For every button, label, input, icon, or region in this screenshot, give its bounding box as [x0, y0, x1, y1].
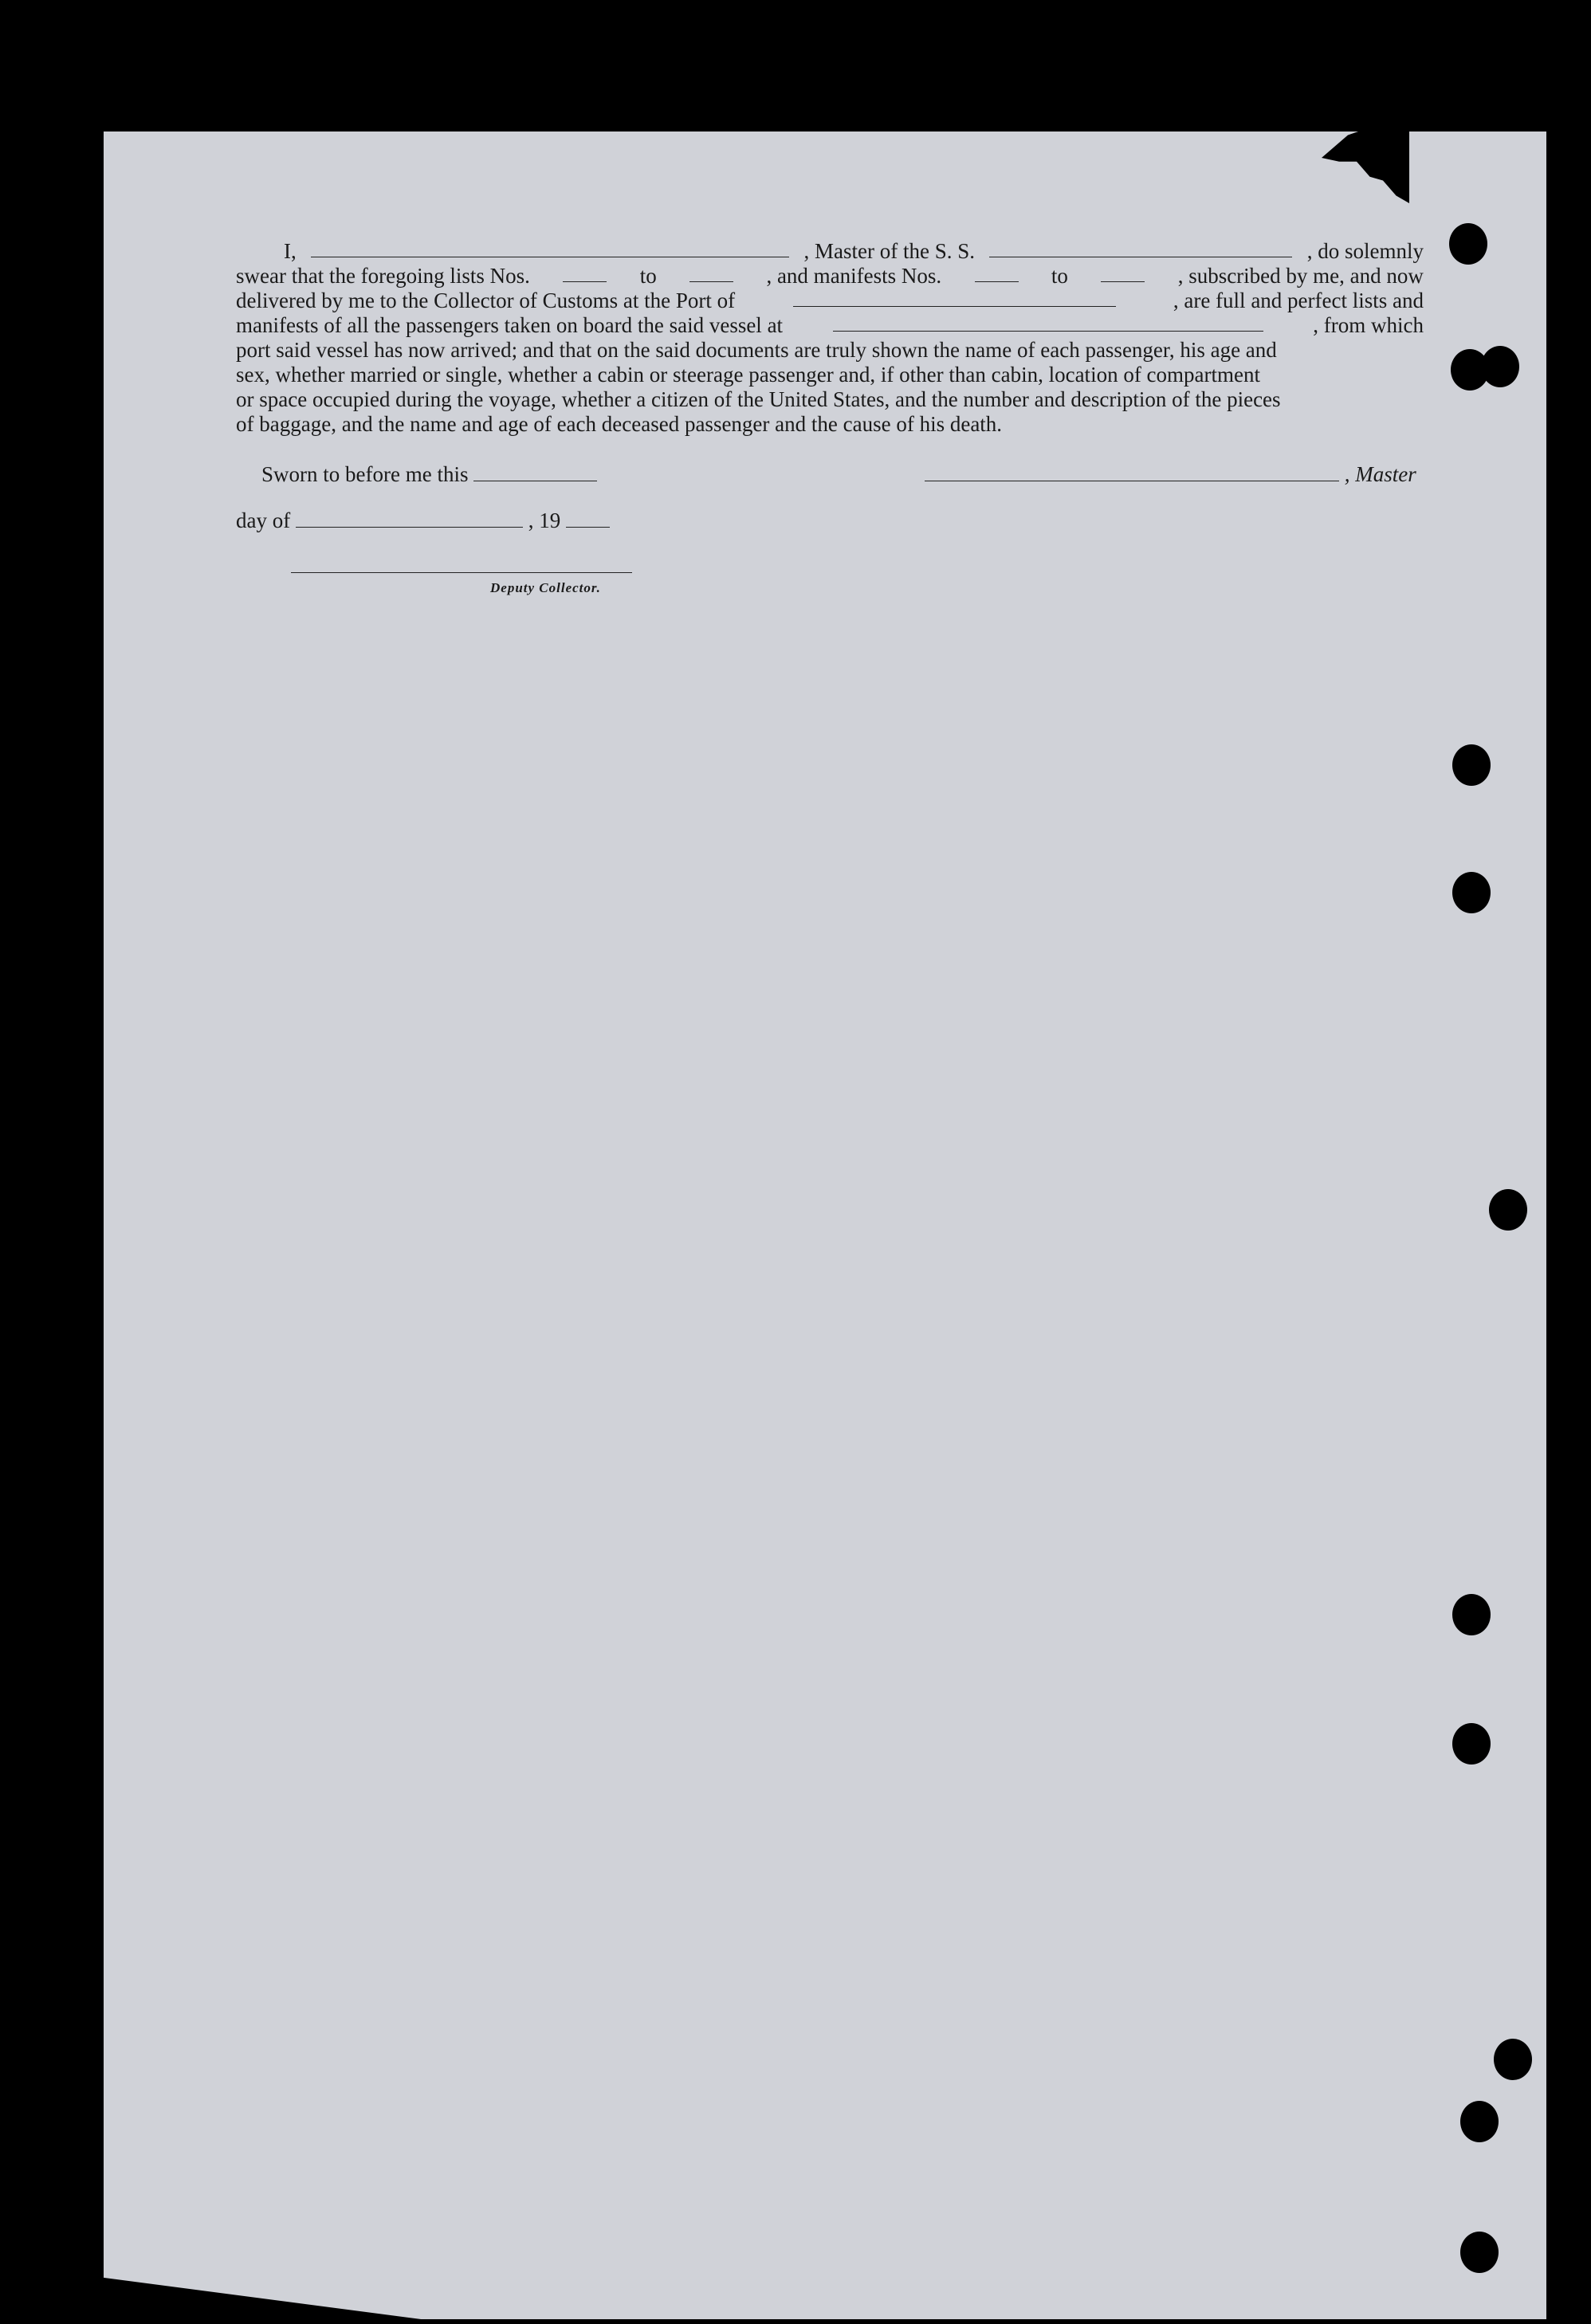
- sworn-text: Sworn to before me this: [261, 462, 469, 486]
- port-field[interactable]: [793, 289, 1116, 307]
- punch-hole: [1449, 223, 1487, 265]
- deputy-signature-line[interactable]: [291, 572, 632, 573]
- oath-from-which: , from which: [1313, 313, 1424, 337]
- oath-line-5: port said vessel has now arrived; and that on the said documents are truly shown the name of each passenger, his age and: [236, 338, 1277, 362]
- year-prefix: , 19: [528, 508, 561, 532]
- oath-line-7: or space occupied during the voyage, whether a citizen of the United States, and the number and description of the pieces: [236, 387, 1281, 411]
- oath-do-solemnly: , do solemnly: [1306, 239, 1424, 263]
- master-name-field[interactable]: [311, 239, 789, 257]
- punch-hole: [1481, 346, 1519, 387]
- lists-from-field[interactable]: [563, 264, 607, 282]
- punch-hole: [1460, 2101, 1499, 2142]
- sworn-row: [261, 462, 597, 487]
- oath-master-of-ss: , Master of the S. S.: [803, 239, 975, 263]
- master-label: , Master: [1344, 462, 1416, 486]
- oath-delivered: delivered by me to the Collector of Customs at the Port of: [236, 289, 736, 312]
- month-field[interactable]: [296, 509, 523, 528]
- punch-hole: [1452, 1594, 1491, 1635]
- day-of-row: [236, 508, 610, 533]
- punch-hole: [1489, 1189, 1527, 1231]
- oath-paragraph: [236, 239, 1424, 437]
- oath-line-4: [236, 313, 1424, 338]
- year-field[interactable]: [566, 509, 610, 528]
- punch-hole: [1452, 744, 1491, 786]
- oath-line-2: [236, 264, 1424, 289]
- oath-line-1: [236, 239, 1424, 264]
- oath-line-6: sex, whether married or single, whether a cabin or steerage passenger and, if other than cabin, location of compartment: [236, 363, 1261, 387]
- oath-to-1: to: [639, 264, 657, 288]
- deputy-collector-label: Deputy Collector.: [490, 580, 601, 595]
- oath-line-3: [236, 289, 1424, 313]
- oath-subscribed: , subscribed by me, and now: [1177, 264, 1424, 288]
- oath-full-perfect: , are full and perfect lists and: [1173, 289, 1424, 312]
- lists-to-field[interactable]: [689, 264, 733, 282]
- oath-manifests-all: manifests of all the passengers taken on board the said vessel at: [236, 313, 784, 337]
- punch-hole: [1452, 872, 1491, 913]
- day-of-text: day of: [236, 508, 291, 532]
- manifests-from-field[interactable]: [975, 264, 1019, 282]
- document-page: [104, 132, 1546, 2319]
- manifests-to-field[interactable]: [1101, 264, 1145, 282]
- master-signature-row: [925, 462, 1416, 487]
- ship-name-field[interactable]: [989, 239, 1292, 257]
- oath-and-manifests: , and manifests Nos.: [766, 264, 942, 288]
- oath-to-2: to: [1051, 264, 1068, 288]
- oath-line-8: of baggage, and the name and age of each deceased passenger and the cause of his death.: [236, 412, 1003, 436]
- punch-hole: [1452, 1723, 1491, 1765]
- master-signature-field[interactable]: [925, 463, 1339, 481]
- sworn-day-field[interactable]: [473, 463, 597, 481]
- vessel-port-field[interactable]: [833, 313, 1263, 332]
- punch-hole: [1460, 2232, 1499, 2273]
- oath-swear-lists: swear that the foregoing lists Nos.: [236, 264, 530, 288]
- oath-i: I,: [284, 239, 297, 263]
- punch-hole: [1494, 2039, 1532, 2080]
